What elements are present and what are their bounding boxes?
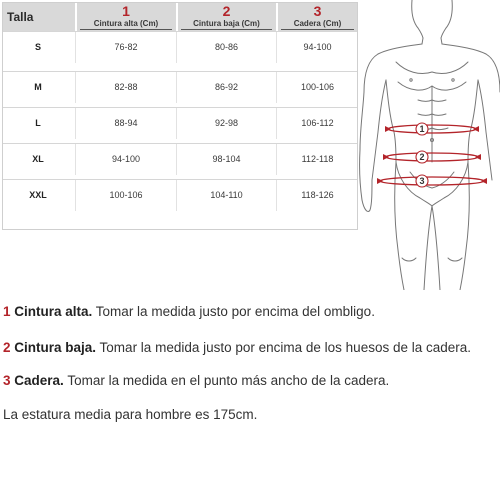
marker-1-label: 1 [419, 124, 425, 134]
value-cell: 118-126 [276, 180, 358, 211]
column-number: 1 [122, 3, 130, 19]
column-header-high-waist [75, 3, 175, 31]
instruction-number: 1 [3, 304, 11, 319]
value-cell: 94-100 [75, 144, 176, 175]
table-row [3, 179, 357, 211]
column-label: Cintura baja (Cm) [181, 18, 272, 30]
male-body-outline-icon [356, 0, 500, 290]
table-row [3, 143, 357, 175]
column-header-hip [276, 3, 357, 31]
value-cell: 112-118 [276, 144, 358, 175]
instruction-number: 3 [3, 373, 11, 388]
average-height-note: La estatura media para hombre es 175cm. [3, 407, 258, 422]
value-cell: 82-88 [75, 72, 176, 103]
instruction-text: Tomar la medida en el punto más ancho de la cadera. [63, 373, 390, 388]
instruction-text: Tomar la medida justo por encima de los huesos de la cadera. [96, 340, 472, 355]
size-cell: XL [32, 154, 44, 164]
instruction-hip [3, 372, 389, 390]
table-row [3, 31, 357, 63]
size-chart-table [2, 2, 358, 230]
body-measurement-figure [356, 0, 500, 290]
instruction-term: Cintura baja. [14, 340, 97, 355]
size-cell: S [34, 42, 41, 52]
table-row [3, 71, 357, 103]
value-cell: 94-100 [276, 32, 358, 63]
value-cell: 100-106 [75, 180, 176, 211]
value-cell: 92-98 [176, 108, 276, 139]
table-row [3, 107, 357, 139]
column-number: 2 [222, 3, 231, 19]
size-cell: L [35, 118, 41, 128]
instruction-low-waist [3, 339, 471, 357]
marker-2-label: 2 [419, 152, 425, 162]
column-label: Cintura alta (Cm) [80, 18, 172, 30]
value-cell: 100-106 [276, 72, 358, 103]
instruction-term: Cintura alta. [14, 304, 93, 319]
marker-3-label: 3 [419, 176, 425, 186]
value-cell: 76-82 [75, 32, 176, 63]
value-cell: 104-110 [176, 180, 276, 211]
column-label: Cadera (Cm) [281, 18, 354, 30]
size-column-header: Talla [7, 10, 34, 24]
instruction-term: Cadera. [14, 373, 64, 388]
instruction-high-waist [3, 303, 375, 321]
table-header [3, 3, 357, 31]
value-cell: 86-92 [176, 72, 276, 103]
value-cell: 98-104 [176, 144, 276, 175]
size-cell: XXL [29, 190, 47, 200]
column-number: 3 [313, 3, 322, 19]
column-header-low-waist [176, 3, 275, 31]
value-cell: 88-94 [75, 108, 176, 139]
instruction-text: Tomar la medida justo por encima del ombligo. [92, 304, 375, 319]
value-cell: 106-112 [276, 108, 358, 139]
instruction-number: 2 [3, 340, 11, 355]
value-cell: 80-86 [176, 32, 276, 63]
size-cell: M [34, 82, 42, 92]
